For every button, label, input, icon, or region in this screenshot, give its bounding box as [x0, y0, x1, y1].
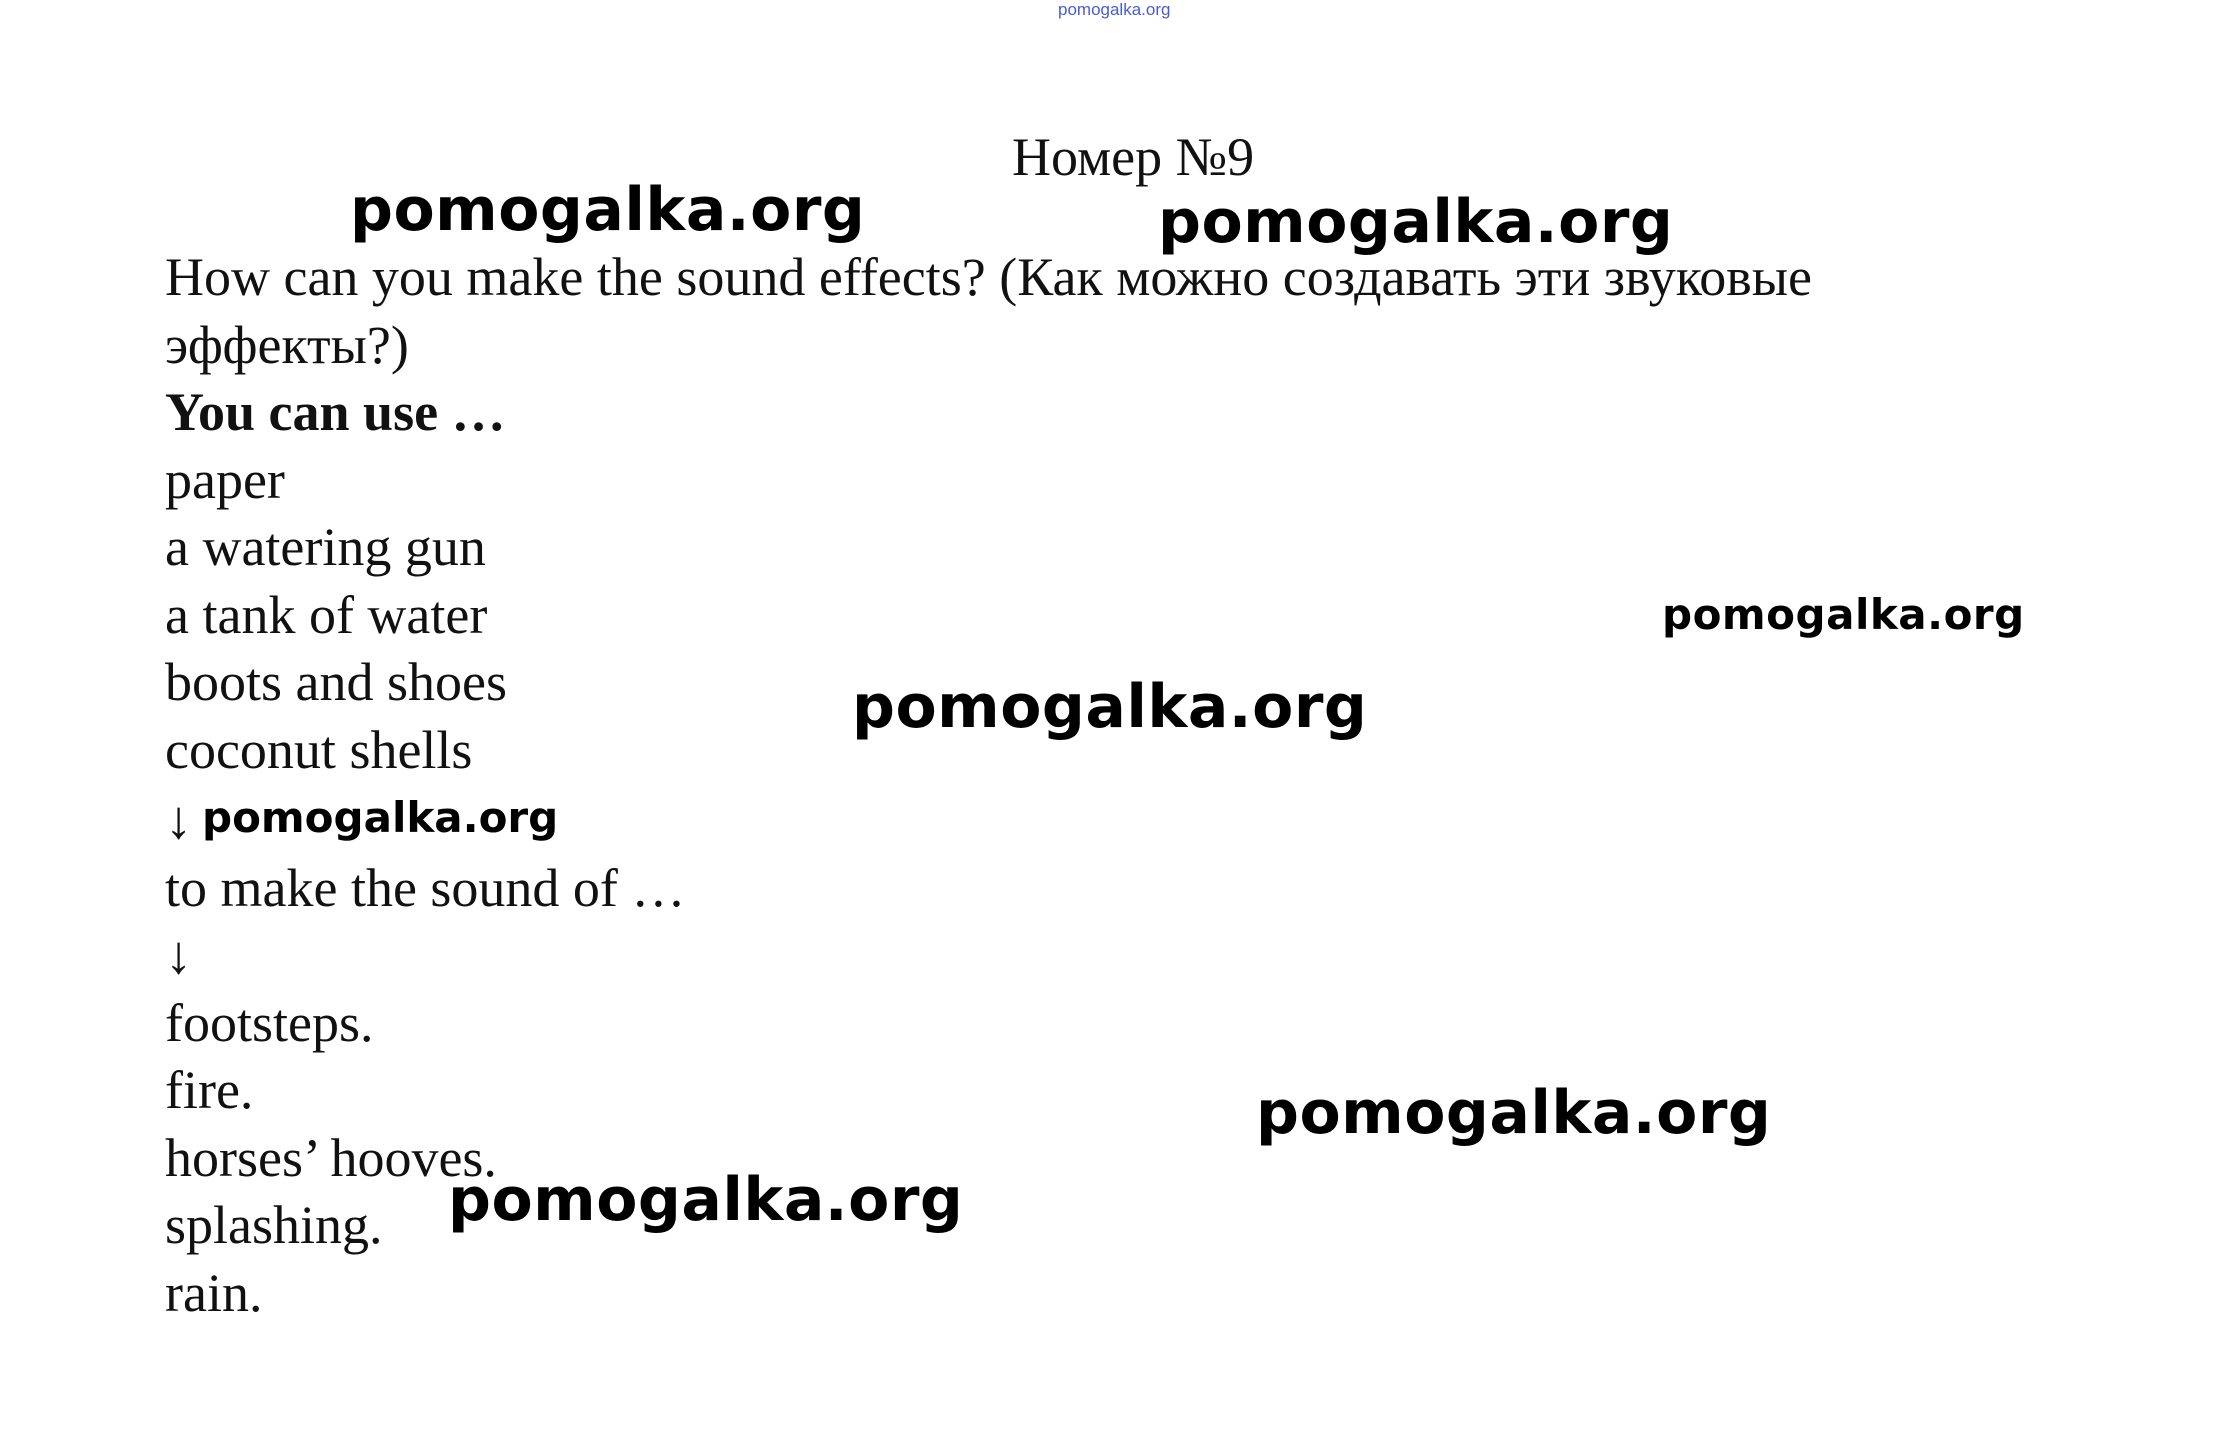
question-line-1: How can you make the sound effects? (Как можно создавать эти звуковые	[165, 247, 1812, 307]
watermark: pomogalka.org	[1256, 1078, 1772, 1148]
sound-item: fire.	[165, 1060, 254, 1120]
watermark: pomogalka.org	[1662, 590, 2025, 639]
down-arrow-row	[165, 922, 2065, 990]
to-make-line: to make the sound of …	[165, 857, 686, 918]
down-arrow-icon: ↓	[165, 790, 192, 850]
watermark: pomogalka.org	[448, 1165, 964, 1235]
top-site-link[interactable]: pomogalka.org	[1058, 0, 1171, 19]
watermark: pomogalka.org	[350, 175, 866, 245]
sound-item: rain.	[165, 1262, 263, 1323]
down-arrow-icon: ↓	[165, 925, 192, 985]
page-title: Номер №9	[1012, 127, 1255, 187]
list-item: coconut shells	[165, 719, 473, 780]
sound-item: splashing.	[165, 1195, 383, 1255]
down-arrow-row	[165, 784, 2065, 855]
question-line-2: эффекты?)	[165, 314, 409, 375]
sound-item: horses’ hooves.	[165, 1127, 497, 1188]
watermark: pomogalka.org	[202, 793, 559, 842]
watermark: pomogalka.org	[1158, 187, 1674, 257]
watermark: pomogalka.org	[852, 672, 1368, 742]
list-item: a watering gun	[165, 517, 486, 577]
list-item: paper	[165, 449, 285, 510]
you-can-use-heading: You can use …	[165, 382, 506, 442]
list-item: a tank of water	[165, 584, 488, 645]
sound-item: footsteps.	[165, 992, 374, 1053]
list-item: boots and shoes	[165, 652, 507, 712]
